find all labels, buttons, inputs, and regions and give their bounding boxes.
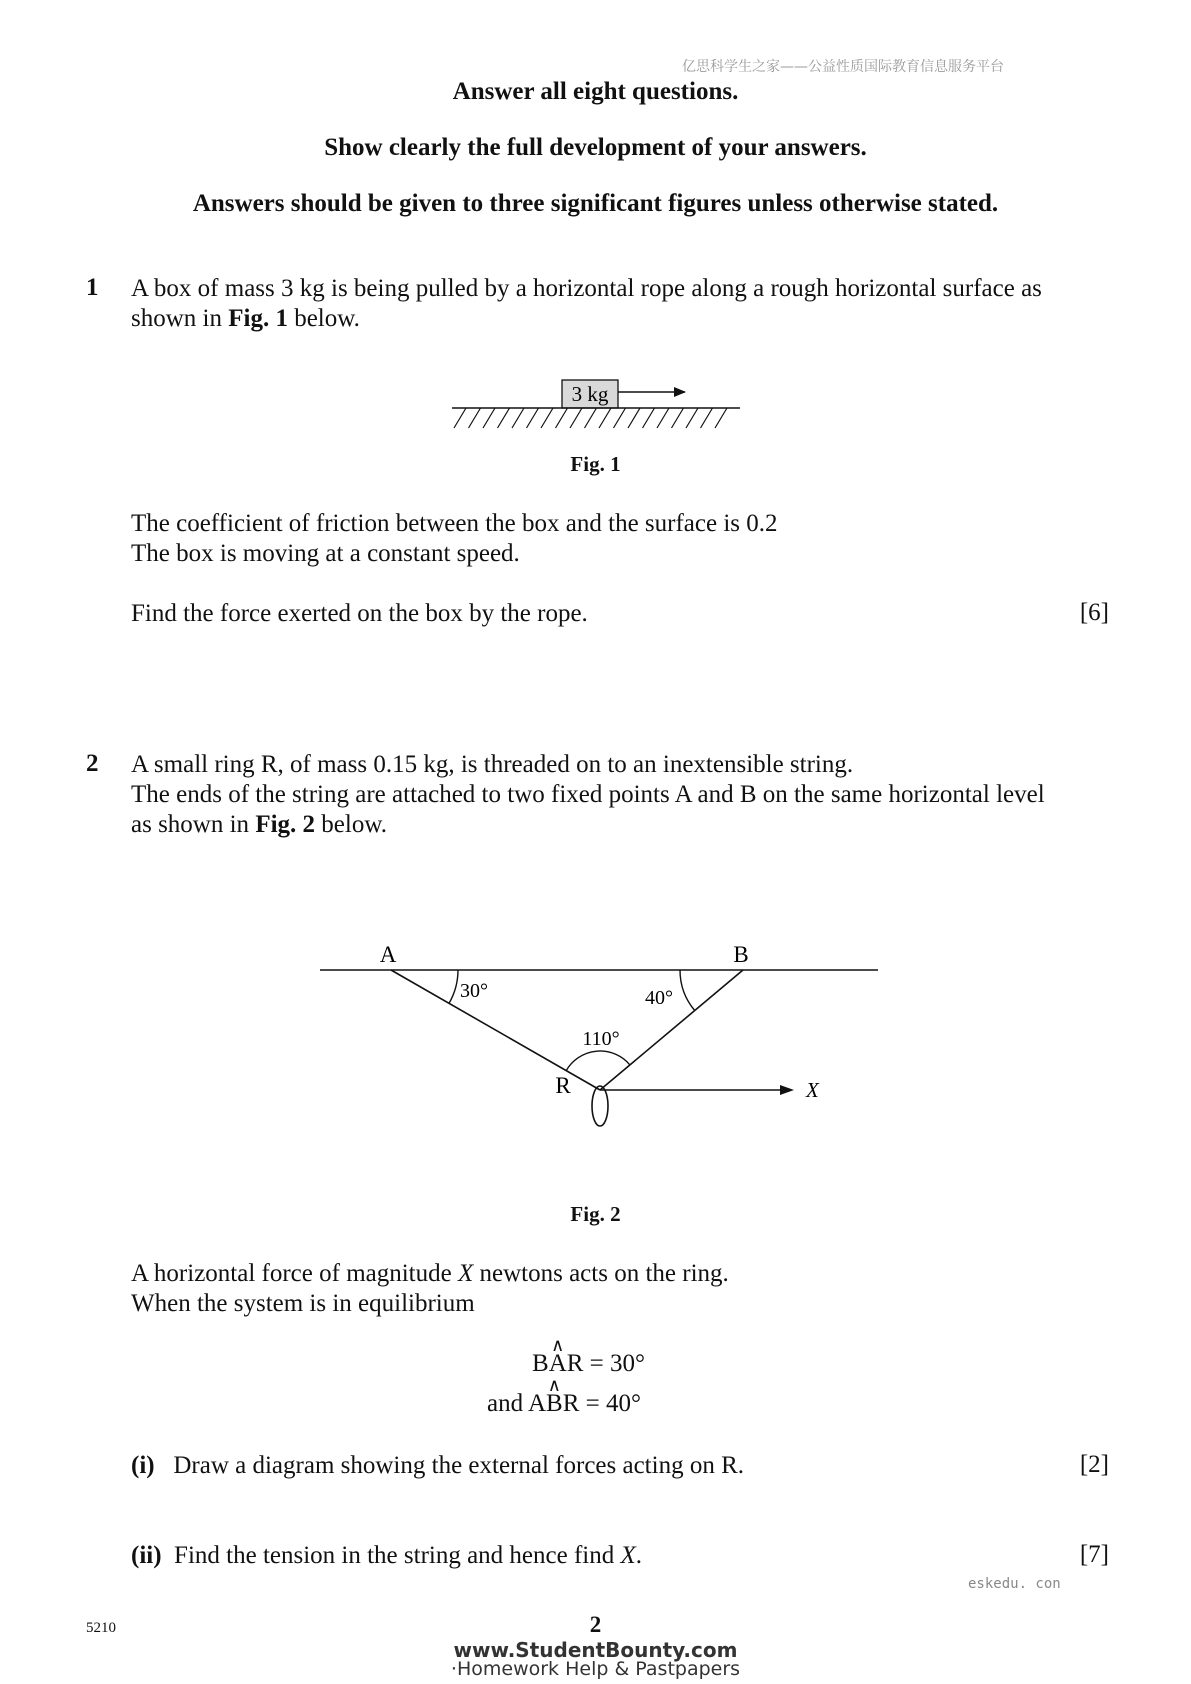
instruction-3: Answers should be given to three significant figures unless otherwise stated. bbox=[192, 190, 999, 217]
label-a: A bbox=[379, 942, 397, 967]
eq2-hat-letter: ∧ B bbox=[546, 1390, 563, 1418]
hatch-stroke bbox=[614, 408, 626, 428]
angle-arc-b bbox=[680, 970, 695, 1011]
part-ii-period: . bbox=[635, 1542, 643, 1569]
part-ii-label: (ii) bbox=[131, 1542, 162, 1569]
angle-arc-a bbox=[449, 970, 458, 1003]
hatch-stroke bbox=[643, 408, 655, 428]
q1-line2-pre: shown in bbox=[131, 305, 229, 332]
q1-friction: The coefficient of friction between the box and the surface is 0.2 bbox=[131, 510, 778, 537]
angle-a-label: 30° bbox=[460, 980, 488, 1002]
page-number: 2 bbox=[589, 1612, 602, 1637]
q2-force-post: newtons acts on the ring. bbox=[473, 1260, 729, 1287]
eq1-hat-letter: ∧ A bbox=[549, 1350, 567, 1378]
q2-force-var: X bbox=[457, 1260, 474, 1287]
force-x-label: X bbox=[806, 1078, 819, 1102]
q2-force-line bbox=[131, 1259, 729, 1289]
hatch-stroke bbox=[585, 408, 597, 428]
fig1-diagram bbox=[440, 370, 760, 432]
eq1-post: R = 30° bbox=[566, 1350, 646, 1377]
q2-part-i-marks: [2] bbox=[1079, 1451, 1109, 1478]
equation-abr bbox=[487, 1390, 641, 1418]
studentbounty-logo bbox=[0, 1638, 1191, 1680]
part-ii-var: X bbox=[620, 1542, 636, 1569]
instruction-1: Answer all eight questions. bbox=[452, 78, 739, 105]
label-r: R bbox=[555, 1073, 571, 1098]
hatch-stroke bbox=[570, 408, 582, 428]
q1-speed: The box is moving at a constant speed. bbox=[131, 540, 520, 567]
q2-force-pre: A horizontal force of magnitude bbox=[131, 1260, 458, 1287]
paper-code: 5210 bbox=[86, 1620, 116, 1636]
instruction-2: Show clearly the full development of your answers. bbox=[324, 134, 867, 161]
hatch-stroke bbox=[498, 408, 510, 428]
q2-part-i bbox=[131, 1451, 744, 1481]
fig2-diagram bbox=[310, 930, 890, 1140]
hatch-stroke bbox=[599, 408, 611, 428]
hatch-stroke bbox=[454, 408, 466, 428]
q1-task: Find the force exerted on the box by the rope. bbox=[131, 600, 588, 627]
fig1-caption: Fig. 1 bbox=[570, 452, 621, 476]
equation-bar bbox=[532, 1350, 645, 1378]
eq2-post: R = 40° bbox=[562, 1390, 641, 1417]
q2-line2: The ends of the string are attached to two fixed points A and B on the same horizontal level bbox=[131, 781, 1045, 808]
part-ii-text: Find the tension in the string and hence find bbox=[174, 1542, 621, 1569]
part-i-text: Draw a diagram showing the external forces acting on R. bbox=[173, 1452, 745, 1479]
hatch-stroke bbox=[469, 408, 481, 428]
rope-arrowhead bbox=[674, 387, 686, 397]
q2-number: 2 bbox=[86, 750, 99, 777]
angle-r-label: 110° bbox=[582, 1028, 620, 1050]
label-b: B bbox=[733, 942, 749, 967]
eskedu-watermark: eskedu. con bbox=[968, 1576, 1061, 1592]
hatch-stroke bbox=[512, 408, 524, 428]
logo-line1: www.StudentBounty.com bbox=[453, 1638, 738, 1662]
ground-hatching bbox=[454, 408, 727, 428]
q2-line3-post: below. bbox=[315, 811, 388, 838]
eq1-pre: B bbox=[532, 1350, 549, 1377]
q2-equilibrium: When the system is in equilibrium bbox=[131, 1290, 475, 1317]
hatch-stroke bbox=[628, 408, 640, 428]
hatch-stroke bbox=[483, 408, 495, 428]
q1-fig-ref: Fig. 1 bbox=[228, 305, 288, 332]
q1-line2 bbox=[131, 304, 360, 334]
logo-line2: ·Homework Help & Pastpapers bbox=[450, 1658, 741, 1680]
hatch-stroke bbox=[556, 408, 568, 428]
hatch-stroke bbox=[657, 408, 669, 428]
box-label: 3 kg bbox=[571, 382, 609, 406]
q2-fig-ref: Fig. 2 bbox=[255, 811, 316, 838]
hatch-stroke bbox=[701, 408, 713, 428]
q2-line3 bbox=[131, 810, 387, 840]
q1-number: 1 bbox=[86, 274, 99, 301]
watermark-header: 亿思科学生之家——公益性质国际教育信息服务平台 bbox=[682, 59, 1004, 75]
q1-line1: A box of mass 3 kg is being pulled by a horizontal rope along a rough horizontal surface as bbox=[131, 275, 1042, 302]
angle-b-label: 40° bbox=[645, 987, 673, 1009]
string-ar bbox=[391, 970, 600, 1090]
q1-line2-post: below. bbox=[287, 305, 360, 332]
angle-arc-r bbox=[566, 1051, 630, 1071]
hatch-stroke bbox=[527, 408, 539, 428]
q1-marks: [6] bbox=[1079, 599, 1109, 626]
fig2-caption: Fig. 2 bbox=[570, 1202, 621, 1226]
q2-line1: A small ring R, of mass 0.15 kg, is threaded on to an inextensible string. bbox=[131, 751, 854, 778]
eq2-pre: and A bbox=[487, 1390, 547, 1417]
ring-r bbox=[592, 1086, 608, 1126]
hatch-stroke bbox=[672, 408, 684, 428]
force-x-arrowhead bbox=[780, 1085, 794, 1095]
hatch-stroke bbox=[541, 408, 553, 428]
hatch-stroke bbox=[715, 408, 727, 428]
q2-line3-pre: as shown in bbox=[131, 811, 256, 838]
q2-part-ii bbox=[131, 1541, 642, 1571]
q2-part-ii-marks: [7] bbox=[1079, 1541, 1109, 1568]
hatch-stroke bbox=[686, 408, 698, 428]
part-i-label: (i) bbox=[131, 1452, 155, 1479]
